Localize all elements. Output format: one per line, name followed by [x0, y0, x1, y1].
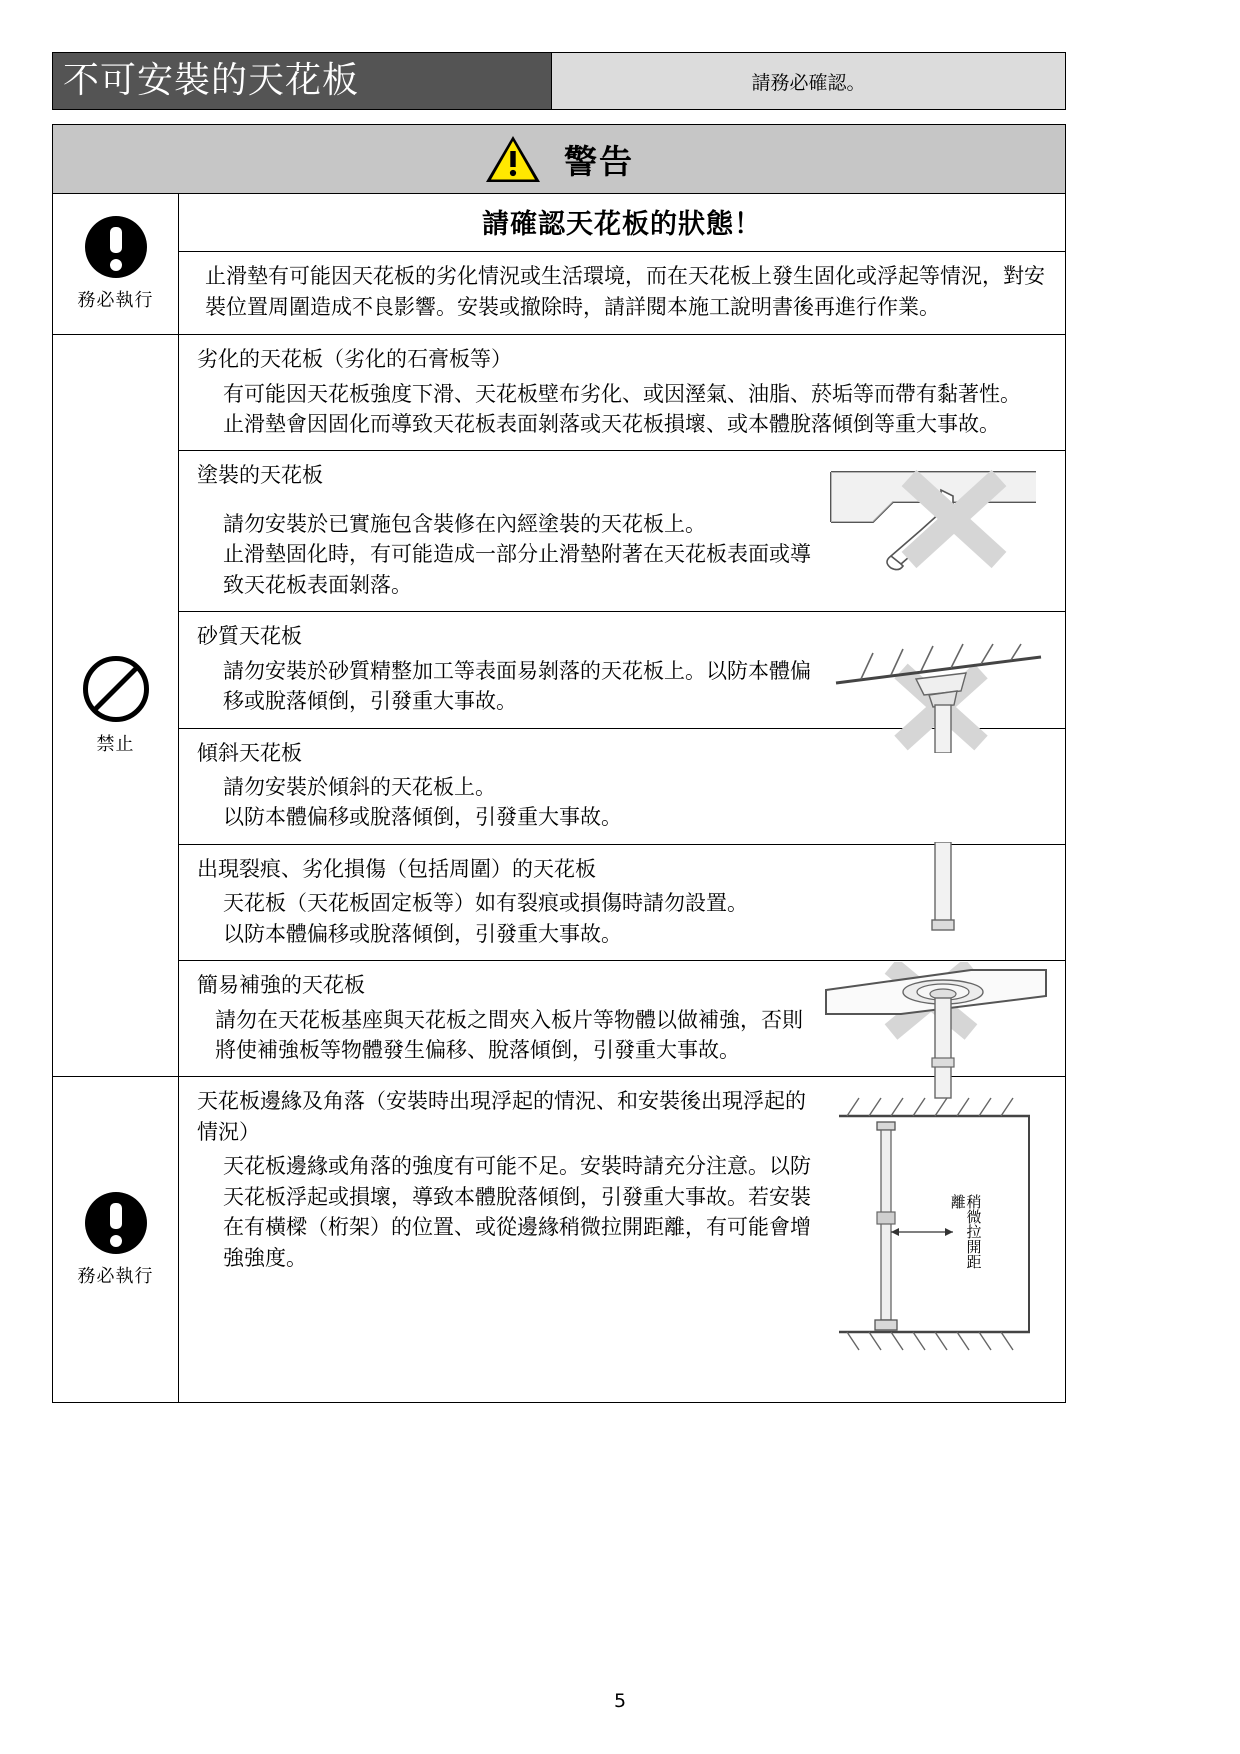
reinforced-ceiling-illustration [821, 970, 1051, 1065]
icon-label-prohibition: 禁止 [96, 733, 135, 755]
content-edges-corners [179, 1077, 1065, 1402]
block-title: 劣化的天花板（劣化的石膏板等） [197, 347, 512, 372]
check-ceiling-paragraph: 止滑墊有可能因天花板的劣化情況或生活環境，而在天花板上發生固化或浮起等情況，對安裝位置周圍造成不良影響。安裝或撤除時，請詳閱本施工說明書後再進行作業。 [205, 264, 1045, 320]
exclamation-circle-icon [85, 1192, 147, 1254]
block-line: 請勿在天花板基座與天花板之間夾入板片等物體以做補強，否則將使補強板等物體發生偏移、脫落傾倒，引發重大事故。 [215, 1007, 803, 1063]
icon-label-mustdo-1: 務必執行 [77, 290, 154, 312]
block-title: 砂質天花板 [197, 624, 302, 649]
page-number: 5 [613, 1690, 627, 1712]
block-title: 出現裂痕、劣化損傷（包括周圍）的天花板 [197, 856, 596, 881]
icon-label-mustdo-2: 務必執行 [77, 1265, 154, 1287]
block-line: 請勿安裝於傾斜的天花板上。 [223, 774, 496, 799]
warning-label: 警告 [564, 141, 634, 181]
icon-cell-mustdo-1 [53, 194, 179, 334]
block-painted-ceiling [179, 451, 1065, 612]
prohibition-circle-icon [83, 656, 149, 722]
block-line: 止滑墊會因固化而導致天花板表面剝落或天花板損壞、或本體脫落傾倒等重大事故。 [223, 412, 1000, 437]
painted-ceiling-illustration [821, 460, 1051, 600]
block-line: 天花板（天花板固定板等）如有裂痕或損傷時請勿設置。 [223, 891, 748, 916]
content-prohibited [179, 335, 1065, 1076]
block-title: 塗裝的天花板 [197, 463, 323, 488]
section-prohibited [53, 335, 1065, 1077]
block-line: 有可能因天花板強度下滑、天花板壁布劣化、或因溼氣、油脂、菸垢等而帶有黏著性。 [223, 381, 1021, 406]
warning-triangle-icon [484, 134, 542, 184]
block-reinforced-ceiling [179, 961, 1065, 1076]
icon-cell-prohibition [53, 335, 179, 1076]
block-sloped-ceiling [179, 729, 1065, 845]
warning-table [52, 124, 1066, 1403]
block-line: 天花板邊緣或角落的強度有可能不足。安裝時請充分注意。以防天花板浮起或損壞，導致本體脫落傾倒，引發重大事故。若安裝在有橫樑（桁架）的位置、或從邊緣稍微拉開距離，有可能會增強強度。 [223, 1154, 811, 1270]
block-line: 以防本體偏移或脫落傾倒，引發重大事故。 [223, 921, 622, 946]
corner-distance-label: 稍微拉開距離 [948, 1194, 983, 1270]
block-line: 請勿安裝於砂質精整加工等表面易剝落的天花板上。以防本體偏移或脫落傾倒，引發重大事故。 [223, 658, 811, 714]
page-title: 不可安裝的天花板 [53, 53, 551, 109]
check-ceiling-banner: 請確認天花板的狀態！ [179, 194, 1065, 252]
header-note: 請務必確認。 [551, 53, 1065, 109]
block-line: 請勿安裝於已實施包含裝修在內經塗裝的天花板上。 [223, 511, 706, 536]
section-edges-corners [53, 1077, 1065, 1402]
exclamation-circle-icon [85, 216, 147, 278]
warning-band [53, 125, 1065, 194]
block-cracked-ceiling [179, 845, 1065, 961]
block-deteriorated-ceiling [179, 335, 1065, 451]
block-title: 天花板邊緣及角落（安裝時出現浮起的情況、和安裝後出現浮起的情況） [197, 1089, 806, 1144]
sloped-ceiling-pole-continued [821, 854, 1051, 949]
page-header [52, 52, 1066, 110]
corner-distance-illustration [821, 1086, 1051, 1273]
section-must-check [53, 194, 1065, 335]
block-edges-corners [179, 1077, 1065, 1402]
block-line: 止滑墊固化時，有可能造成一部分止滑墊附著在天花板表面或導致天花板表面剝落。 [223, 542, 811, 597]
block-line: 以防本體偏移或脫落傾倒，引發重大事故。 [223, 805, 622, 830]
sloped-ceiling-illustration [821, 738, 1051, 833]
block-title: 傾斜天花板 [197, 740, 302, 765]
icon-cell-mustdo-2 [53, 1077, 179, 1402]
content-must-check [179, 194, 1065, 334]
block-title: 簡易補強的天花板 [197, 973, 365, 998]
